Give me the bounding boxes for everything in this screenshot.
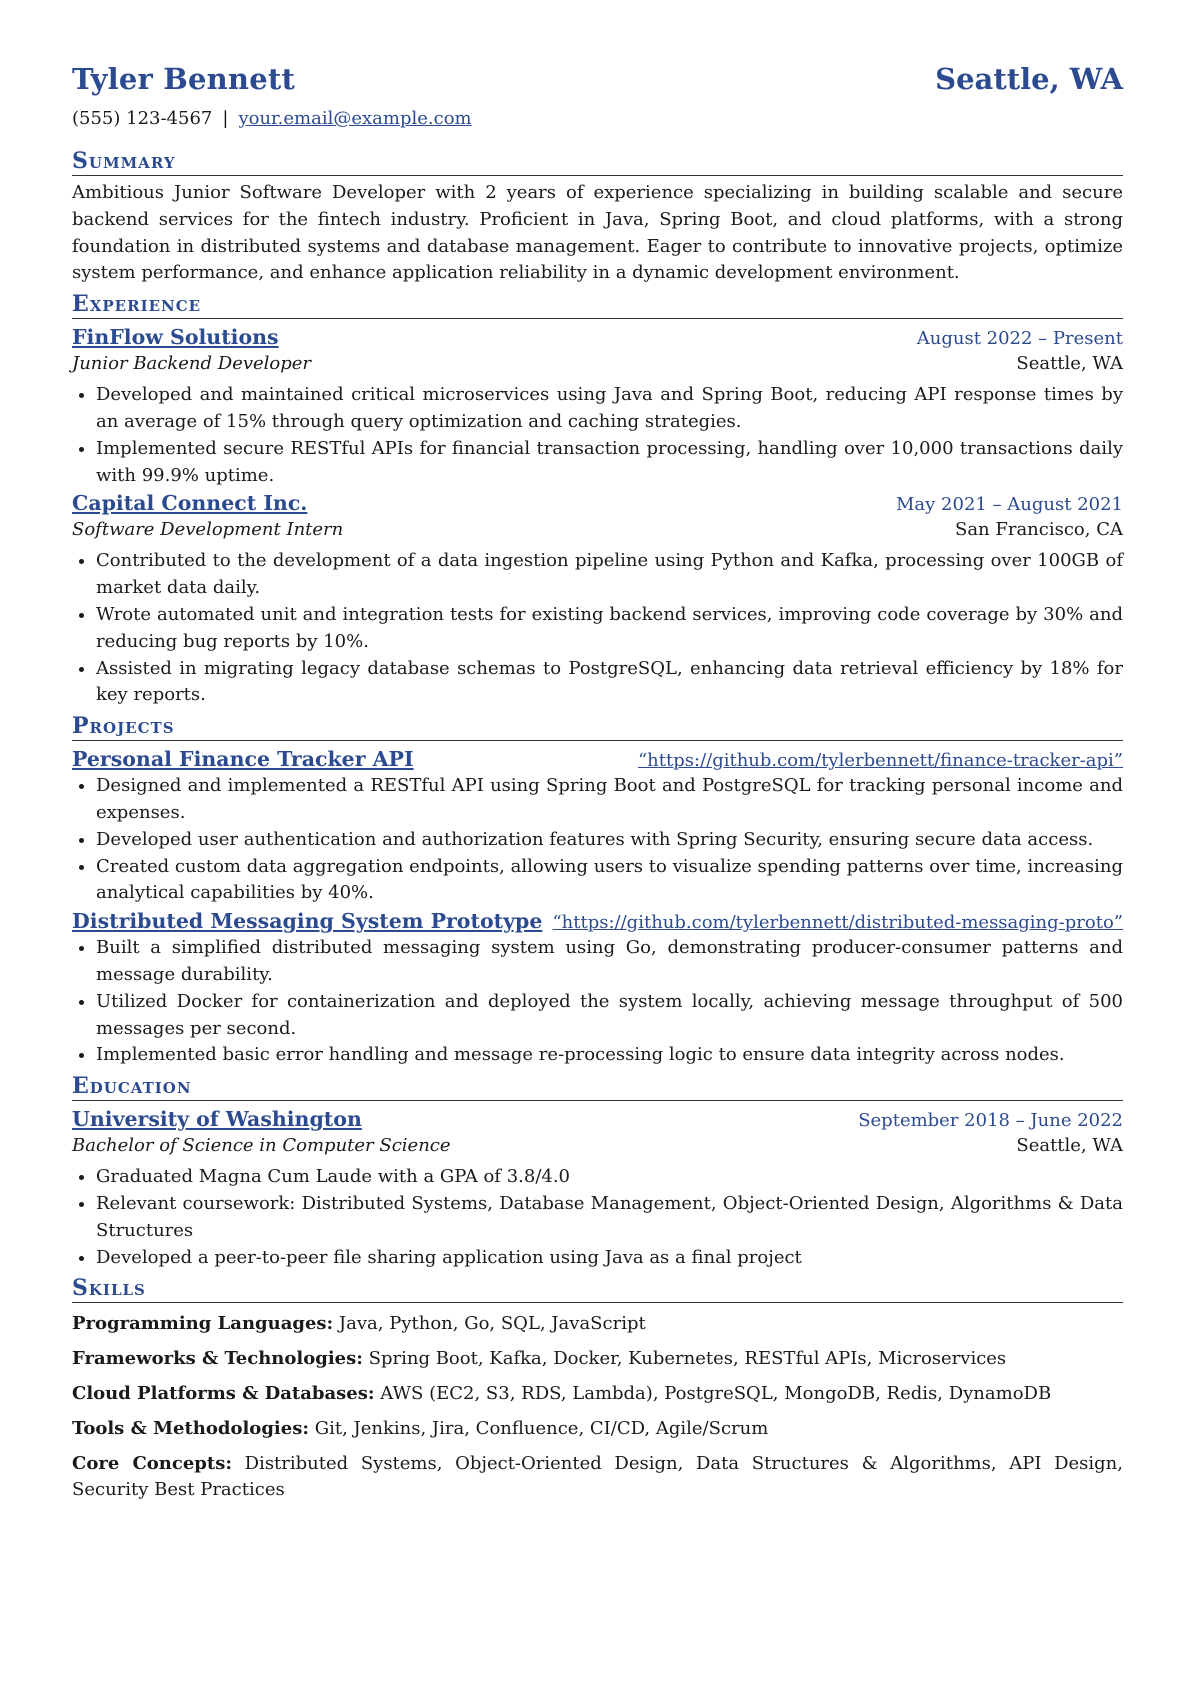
contact-line bbox=[72, 108, 1123, 136]
job-role: Software Development Intern bbox=[72, 519, 344, 541]
skill-value: Java, Python, Go, SQL, JavaScript bbox=[338, 1313, 646, 1335]
phone-number: (555) 123-4567 bbox=[72, 108, 213, 129]
skill-row bbox=[72, 1311, 1123, 1338]
bullet-item: • Developed user authentication and authorization features with Spring Security, ensuring secure data access. bbox=[96, 827, 1123, 854]
skill-row bbox=[72, 1416, 1123, 1443]
skill-row bbox=[72, 1381, 1123, 1408]
section-title-education: Education bbox=[72, 1073, 1123, 1101]
skill-row bbox=[72, 1451, 1123, 1505]
skill-row bbox=[72, 1346, 1123, 1373]
project-title-link[interactable]: Distributed Messaging System Prototype bbox=[72, 909, 543, 934]
experience-entry bbox=[72, 325, 1123, 489]
bullet-item: • Designed and implemented a RESTful API using Spring Boot and PostgreSQL for tracking personal income and expenses. bbox=[96, 773, 1123, 827]
experience-entry bbox=[72, 491, 1123, 709]
entry-dates: August 2022 – Present bbox=[916, 328, 1123, 350]
bullet-list bbox=[72, 773, 1123, 907]
section-title-skills: Skills bbox=[72, 1275, 1123, 1303]
bullet-list bbox=[72, 382, 1123, 489]
skills-section bbox=[72, 1275, 1123, 1504]
skill-label: Cloud Platforms & Databases: bbox=[72, 1382, 375, 1404]
job-role: Junior Backend Developer bbox=[72, 353, 312, 375]
education-entry bbox=[72, 1107, 1123, 1271]
entry-location: Seattle, WA bbox=[1016, 1135, 1123, 1157]
bullet-item: • Implemented basic error handling and message re-processing logic to ensure data integrity across nodes. bbox=[96, 1042, 1123, 1069]
entry-dates: September 2018 – June 2022 bbox=[858, 1110, 1123, 1132]
degree: Bachelor of Science in Computer Science bbox=[72, 1135, 451, 1157]
entry-dates: May 2021 – August 2021 bbox=[895, 494, 1123, 516]
bullet-item: • Utilized Docker for containerization and deployed the system locally, achieving message throughput of 500 messages per second. bbox=[96, 989, 1123, 1043]
bullet-item: • Built a simplified distributed messaging system using Go, demonstrating producer-consumer patterns and message durability. bbox=[96, 935, 1123, 989]
skill-label: Core Concepts: bbox=[72, 1452, 232, 1474]
skill-value: Git, Jenkins, Jira, Confluence, CI/CD, Agile/Scrum bbox=[314, 1417, 769, 1439]
skill-label: Frameworks & Technologies: bbox=[72, 1348, 363, 1370]
skill-value: AWS (EC2, S3, RDS, Lambda), PostgreSQL, MongoDB, Redis, DynamoDB bbox=[380, 1382, 1052, 1404]
skill-label: Tools & Methodologies: bbox=[72, 1417, 309, 1439]
skill-value: Distributed Systems, Object-Oriented Design, Data Structures & Algorithms, API Design, Security Best Practices bbox=[72, 1452, 1123, 1501]
bullet-item: • Graduated Magna Cum Laude with a GPA of 3.8/4.0 bbox=[96, 1164, 1123, 1191]
company-link[interactable]: Capital Connect Inc. bbox=[72, 491, 308, 516]
section-title-experience: Experience bbox=[72, 291, 1123, 319]
project-entry bbox=[72, 747, 1123, 907]
section-title-summary: Summary bbox=[72, 148, 1123, 176]
projects-section bbox=[72, 713, 1123, 1069]
company-link[interactable]: FinFlow Solutions bbox=[72, 325, 279, 350]
bullet-list bbox=[72, 1164, 1123, 1271]
project-entry bbox=[72, 909, 1123, 1069]
bullet-list bbox=[72, 935, 1123, 1069]
contact-separator: | bbox=[222, 108, 229, 129]
education-section bbox=[72, 1073, 1123, 1271]
bullet-item: • Developed and maintained critical microservices using Java and Spring Boot, reducing API response times by an average of 15% through query optimization and caching strategies. bbox=[96, 382, 1123, 436]
section-title-projects: Projects bbox=[72, 713, 1123, 741]
candidate-name: Tyler Bennett bbox=[72, 62, 296, 96]
bullet-item: • Developed a peer-to-peer file sharing application using Java as a final project bbox=[96, 1245, 1123, 1272]
bullet-item: • Wrote automated unit and integration tests for existing backend services, improving code coverage by 30% and reducing bug reports by 10%. bbox=[96, 602, 1123, 656]
bullet-item: • Relevant coursework: Distributed Systems, Database Management, Object-Oriented Design, Algorithms & Data Structures bbox=[96, 1191, 1123, 1245]
summary-section bbox=[72, 148, 1123, 287]
resume-header bbox=[72, 62, 1123, 102]
bullet-item: • Contributed to the development of a data ingestion pipeline using Python and Kafka, processing over 100GB of market data daily. bbox=[96, 548, 1123, 602]
school-link[interactable]: University of Washington bbox=[72, 1107, 362, 1132]
resume-page bbox=[72, 62, 1123, 1504]
bullet-item: • Implemented secure RESTful APIs for financial transaction processing, handling over 10,000 transactions daily with 99.9% uptime. bbox=[96, 436, 1123, 490]
bullet-item: • Assisted in migrating legacy database schemas to PostgreSQL, enhancing data retrieval efficiency by 18% for key reports. bbox=[96, 656, 1123, 710]
bullet-list bbox=[72, 548, 1123, 709]
skill-value: Spring Boot, Kafka, Docker, Kubernetes, RESTful APIs, Microservices bbox=[368, 1348, 1007, 1370]
email-link[interactable]: your.email@example.com bbox=[238, 108, 472, 129]
candidate-location: Seattle, WA bbox=[935, 62, 1123, 96]
entry-location: San Francisco, CA bbox=[954, 519, 1123, 541]
project-title-link[interactable]: Personal Finance Tracker API bbox=[72, 747, 414, 772]
skill-label: Programming Languages: bbox=[72, 1313, 334, 1335]
project-url-link[interactable]: “https://github.com/tylerbennett/finance-tracker-api” bbox=[637, 750, 1123, 772]
entry-location: Seattle, WA bbox=[1016, 353, 1123, 375]
summary-text: Ambitious Junior Software Developer with 2 years of experience specializing in building scalable and secure backend services for the fintech industry. Proficient in Java, Spring Boot, and cloud platforms, with a strong foundation in distributed systems and database management. Eager to contribute to innovative projects, optimize system performance, and enhance application reliability in a dynamic development environment. bbox=[72, 182, 1123, 284]
bullet-item: • Created custom data aggregation endpoints, allowing users to visualize spending patterns over time, increasing analytical capabilities by 40%. bbox=[96, 854, 1123, 908]
project-url-link[interactable]: “https://github.com/tylerbennett/distributed-messaging-proto” bbox=[552, 912, 1123, 934]
experience-section bbox=[72, 291, 1123, 709]
